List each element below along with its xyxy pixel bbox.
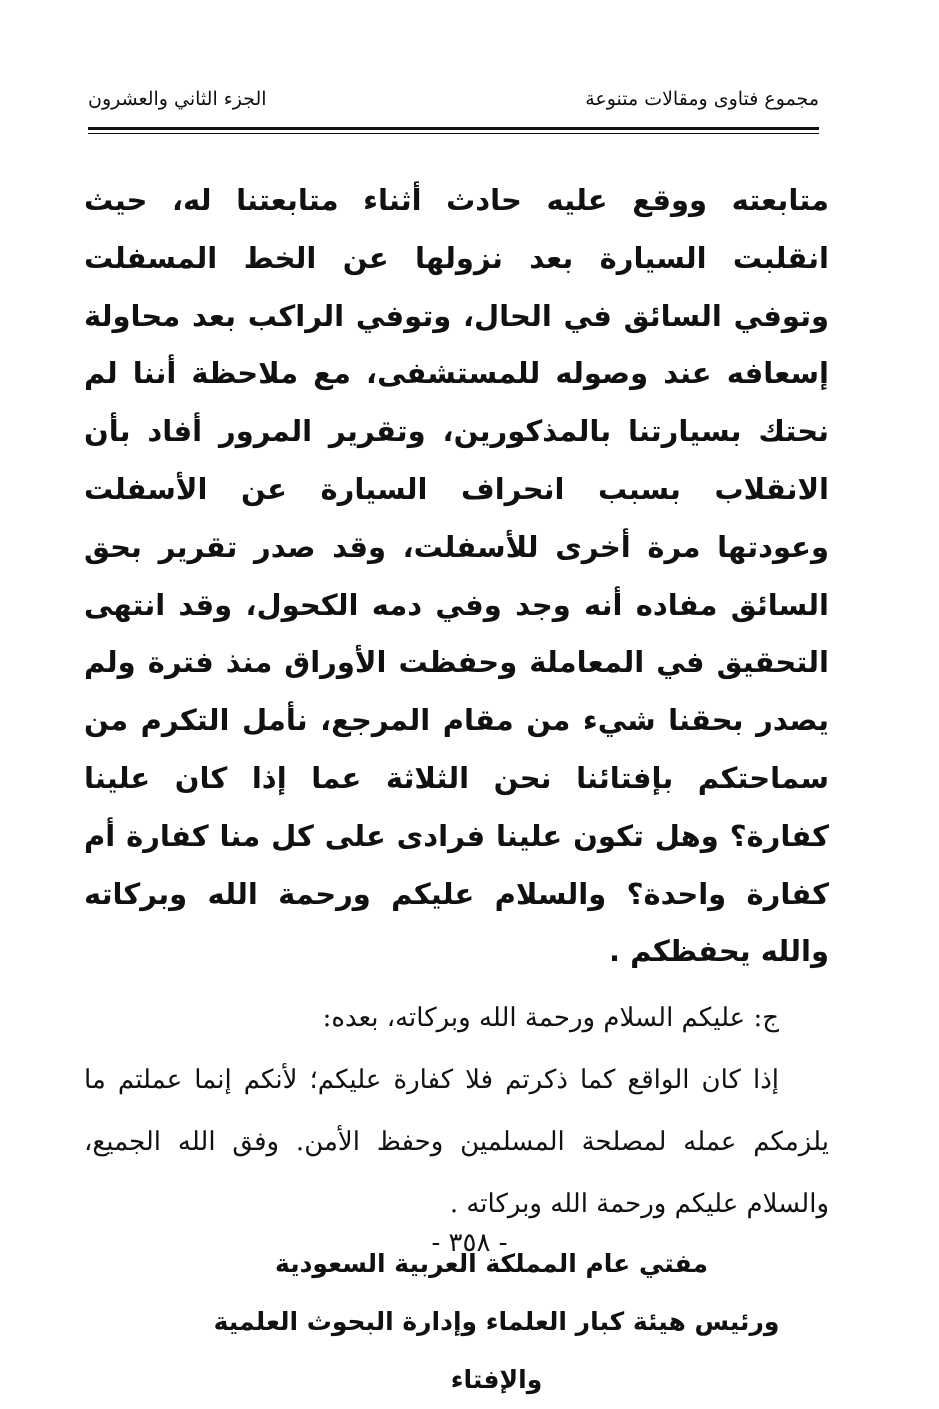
page-content (84, 172, 829, 1409)
header-rule-thick (88, 127, 819, 130)
running-header (88, 82, 819, 122)
header-rule-thin (88, 133, 819, 134)
question-text: متابعته ووقع عليه حادث أثناء متابعتنا له، حيث انقلبت السيارة بعد نزولها عن الخط المسفلت وتوفي السائق في الحال، وتوفي الراكب بعد محاولة إسعافه عند وصوله للمستشفى، مع ملاحظة أننا لم نحتك بسيارتنا بالمذكورين، وتقرير المرور أفاد بأن الانقلاب بسبب انحراف السيارة عن الأسفلت وعودتها مرة أخرى للأسفلت، وقد صدر تقرير بحق السائق مفاده أنه وجد وفي دمه الكحول، وقد انتهى التحقيق في المعاملة وحفظت الأوراق منذ فترة ولم يصدر بحقنا شيء من مقام المرجع، نأمل التكرم من سماحتكم بإفتائنا نحن الثلاثة عما إذا كان علينا كفارة؟ وهل تكون علينا فرادى على كل منا كفارة أم كفارة واحدة؟ والسلام عليكم ورحمة الله وبركاته والله يحفظكم . (84, 183, 829, 969)
signature-title: مفتي عام المملكة العربية السعودية (275, 1249, 708, 1279)
page-number: - ٣٥٨ - (431, 1228, 508, 1258)
answer-body: إذا كان الواقع كما ذكرتم فلا كفارة عليكم؛ لأنكم إنما عملتم ما يلزمكم عمله لمصلحة المسلمين وحفظ الأمن. وفق الله الجميع، والسلام عليكم ورحمة الله وبركاته . (84, 1065, 829, 1220)
book-title: مجموع فتاوى ومقالات متنوعة (585, 88, 819, 110)
answer-greeting: ج: عليكم السلام ورحمة الله وبركاته، بعده: (322, 1003, 779, 1034)
signature-subtitle: ورئيس هيئة كبار العلماء وإدارة البحوث العلمية والإفتاء (213, 1307, 780, 1395)
volume-title: الجزء الثاني والعشرون (88, 88, 267, 110)
